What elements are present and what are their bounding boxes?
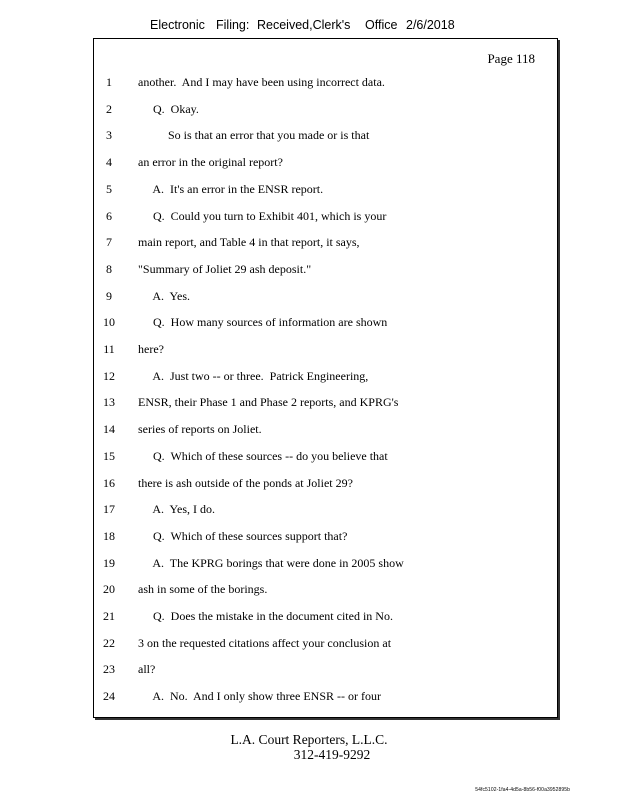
transcript-line bbox=[94, 289, 557, 309]
line-number: 16 bbox=[103, 475, 115, 490]
line-number: 24 bbox=[103, 689, 115, 704]
line-number: 5 bbox=[106, 181, 112, 196]
transcript-line bbox=[94, 476, 557, 496]
transcript-line bbox=[94, 502, 557, 522]
line-number: 4 bbox=[106, 155, 112, 170]
transcript-line bbox=[94, 342, 557, 362]
line-number: 1 bbox=[106, 75, 112, 89]
line-text: another. And I may have been using incorrect data. bbox=[138, 75, 385, 89]
line-number: 12 bbox=[103, 368, 115, 383]
line-text: here? bbox=[138, 342, 164, 356]
line-text: Q. Could you turn to Exhibit 401, which is your bbox=[138, 208, 387, 223]
line-text: series of reports on Joliet. bbox=[138, 422, 262, 437]
line-number: 17 bbox=[103, 502, 115, 517]
transcript-line bbox=[94, 582, 557, 602]
line-number: 6 bbox=[106, 208, 112, 223]
transcript-line bbox=[94, 395, 557, 415]
transcript-line bbox=[94, 235, 557, 255]
line-number: 21 bbox=[103, 609, 115, 623]
line-text: A. Just two -- or three. Patrick Engineering, bbox=[138, 368, 369, 383]
transcript-line bbox=[94, 609, 557, 629]
transcript-line bbox=[94, 369, 557, 389]
stamp-filing: Filing: bbox=[216, 18, 250, 32]
line-text: Q. Which of these sources -- do you believe that bbox=[138, 448, 388, 463]
line-text: A. Yes. bbox=[138, 288, 191, 303]
line-text: So is that an error that you made or is that bbox=[138, 128, 370, 143]
line-text: all? bbox=[138, 662, 156, 677]
reporter-company: L.A. Court Reporters, L.L.C. bbox=[230, 732, 388, 747]
line-text: Q. Does the mistake in the document cited in No. bbox=[138, 609, 393, 623]
stamp-date: 2/6/2018 bbox=[406, 18, 455, 32]
transcript-line bbox=[94, 102, 557, 122]
line-text: A. The KPRG borings that were done in 2005 show bbox=[138, 555, 404, 570]
transcript-line bbox=[94, 556, 557, 576]
line-text: "Summary of Joliet 29 ash deposit." bbox=[138, 261, 312, 276]
line-text: Q. Okay. bbox=[138, 101, 199, 116]
transcript-line bbox=[94, 209, 557, 229]
line-text: an error in the original report? bbox=[138, 155, 283, 170]
line-number: 7 bbox=[106, 235, 112, 250]
line-text: Q. Which of these sources support that? bbox=[138, 528, 348, 543]
reporter-phone: 312-419-9292 bbox=[293, 747, 371, 762]
electronic-filing-stamp bbox=[0, 18, 618, 36]
transcript-line bbox=[94, 529, 557, 549]
line-number: 19 bbox=[103, 555, 115, 570]
transcript-line bbox=[94, 128, 557, 148]
line-text: A. Yes, I do. bbox=[138, 502, 216, 517]
line-text: A. No. And I only show three ENSR -- or four bbox=[138, 689, 381, 704]
transcript-line bbox=[94, 155, 557, 175]
line-number: 10 bbox=[103, 315, 115, 330]
line-text: 3 on the requested citations affect your conclusion at bbox=[138, 635, 392, 650]
line-text: ash in some of the borings. bbox=[138, 582, 268, 597]
line-number: 20 bbox=[103, 582, 115, 597]
line-number: 8 bbox=[106, 261, 112, 276]
line-number: 15 bbox=[103, 448, 115, 463]
line-number: 2 bbox=[106, 101, 112, 116]
transcript-line bbox=[94, 689, 557, 709]
line-number: 11 bbox=[103, 342, 115, 356]
transcript-line bbox=[94, 449, 557, 469]
stamp-office: Office bbox=[365, 18, 398, 32]
line-text: A. It's an error in the ENSR report. bbox=[138, 181, 324, 196]
transcript-line bbox=[94, 75, 557, 95]
stamp-electronic: Electronic bbox=[150, 18, 205, 32]
line-text: there is ash outside of the ponds at Joliet 29? bbox=[138, 475, 353, 490]
reporter-footer bbox=[0, 732, 618, 762]
transcript-line bbox=[94, 315, 557, 335]
line-number: 14 bbox=[103, 422, 115, 437]
line-number: 22 bbox=[103, 635, 115, 650]
line-number: 23 bbox=[103, 662, 115, 677]
line-text: main report, and Table 4 in that report, it says, bbox=[138, 235, 360, 250]
line-text: ENSR, their Phase 1 and Phase 2 reports, and KPRG's bbox=[138, 395, 399, 410]
stamp-received-clerks: Received,Clerk's bbox=[257, 18, 351, 32]
line-number: 18 bbox=[103, 528, 115, 543]
transcript-line bbox=[94, 662, 557, 682]
line-number: 9 bbox=[106, 288, 112, 303]
line-text: Q. How many sources of information are shown bbox=[138, 315, 388, 330]
transcript-line bbox=[94, 262, 557, 282]
page-number: Page 118 bbox=[487, 51, 535, 66]
transcript-page bbox=[93, 38, 558, 718]
transcript-line bbox=[94, 422, 557, 442]
line-number: 3 bbox=[106, 128, 112, 143]
transcript-line bbox=[94, 182, 557, 202]
document-id: 54fc5102-1fa4-4d5a-8b56-f00a3952895b bbox=[475, 787, 570, 793]
transcript-line bbox=[94, 636, 557, 656]
line-number: 13 bbox=[103, 395, 115, 410]
